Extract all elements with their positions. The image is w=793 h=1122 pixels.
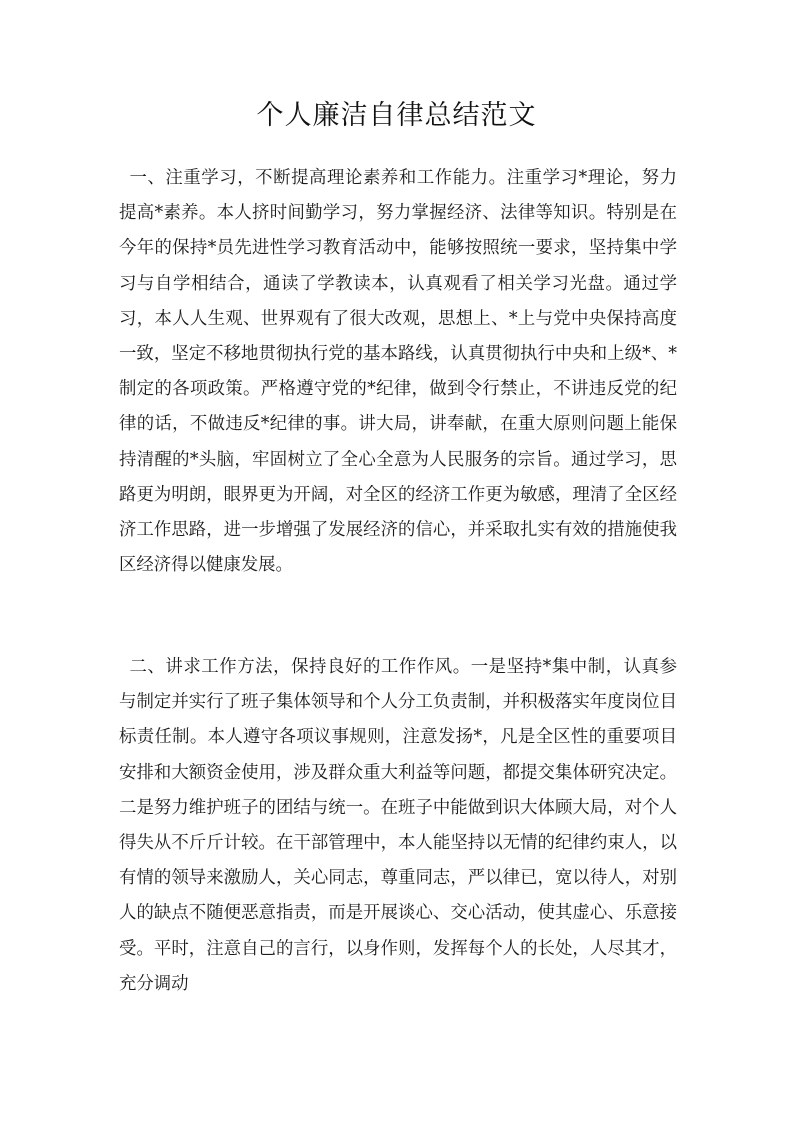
document-title: 个人廉洁自律总结范文 [256, 100, 537, 131]
paragraph-1: 一、注重学习，不断提高理论素养和工作能力。注重学习*理论，努力提高*素养。本人挤时间勤学习，努力掌握经济、法律等知识。特别是在今年的保持*员先进性学习教育活动中，能够按照统一要求，坚持集中学习与自学相结合，通读了学教读本，认真观看了相关学习光盘。通过学习，本人人生观、世界观有了很大改观，思想上、*上与党中央保持高度一致，坚定不移地贯彻执行党的基本路线，认真贯彻执行中央和上级*、*制定的各项政策。严格遵守党的*纪律，做到令行禁止，不讲违反党的纪律的话，不做违反*纪律的事。讲大局，讲奉献，在重大原则问题上能保持清醒的*头脑，牢固树立了全心全意为人民服务的宗旨。通过学习，思路更为明朗，眼界更为开阔，对全区的经济工作更为敏感，理清了全区经济工作思路，进一步增强了发展经济的信心，并采取扎实有效的措施使我区经济得以健康发展。 [119, 168, 677, 576]
paragraph-2: 二、讲求工作方法，保持良好的工作作风。一是坚持*集中制，认真参与制定并实行了班子集体领导和个人分工负责制，并积极落实年度岗位目标责任制。本人遵守各项议事规则，注意发扬*，凡是全区性的重要项目安排和大额资金使用，涉及群众重大利益等问题，都提交集体研究决定。二是努力维护班子的团结与统一。在班子中能做到识大体顾大局，对个人得失从不斤斤计较。在干部管理中，本人能坚持以无情的纪律约束人，以有情的领导来激励人，关心同志，尊重同志，严以律已，宽以待人，对别人的缺点不随便恶意指责，而是开展谈心、交心活动，使其虚心、乐意接受。平时，注意自己的言行，以身作则，发挥每个人的长处，人尽其才，充分调动 [119, 657, 677, 994]
